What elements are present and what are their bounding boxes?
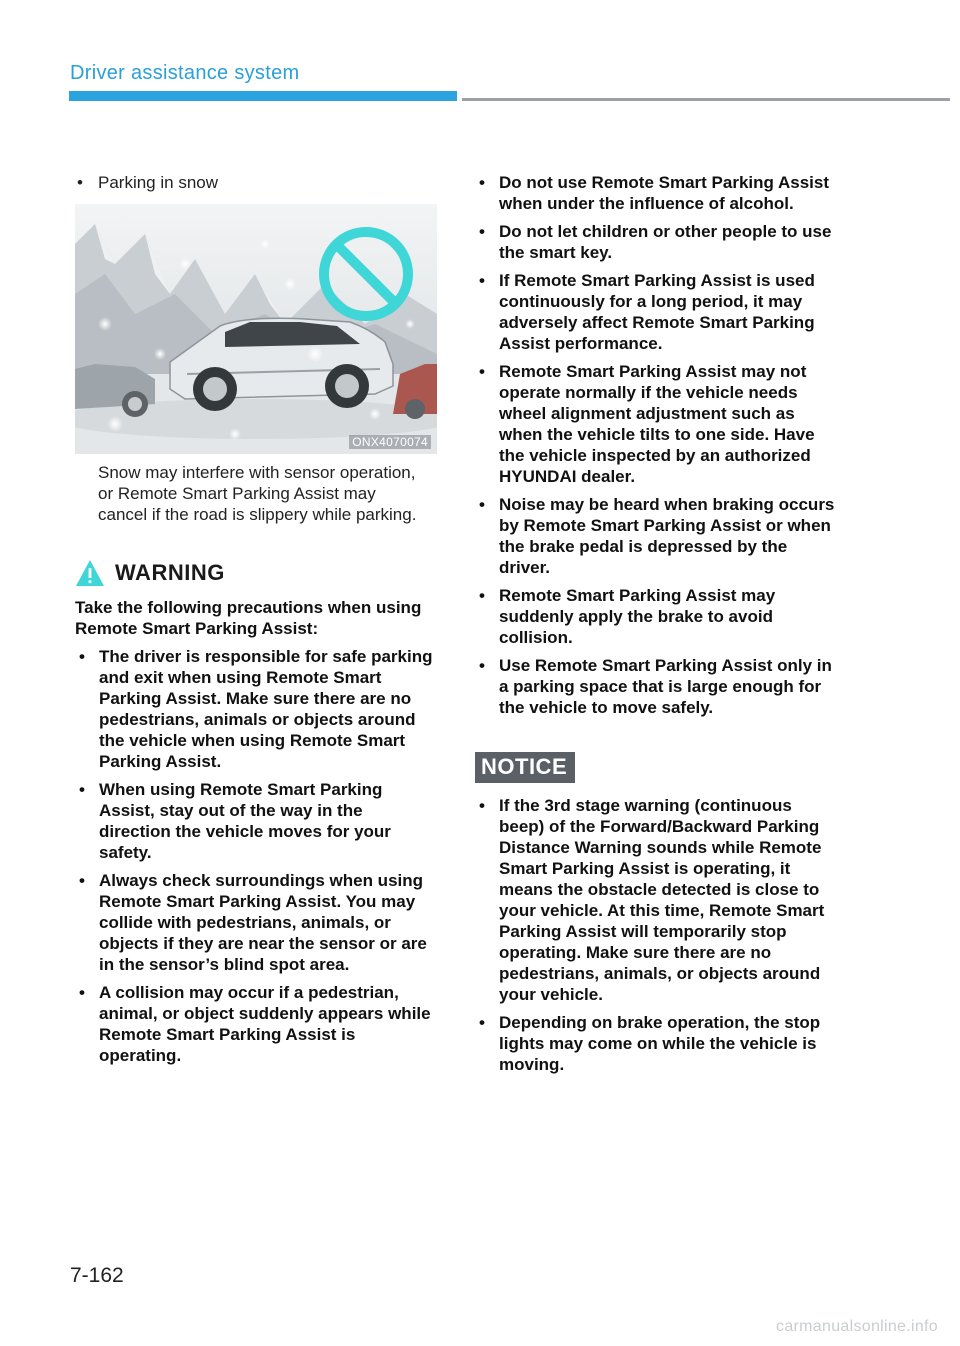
warning-list-left — [75, 646, 437, 1066]
notice-badge: NOTICE — [475, 752, 575, 783]
section-title: Driver assistance system — [70, 62, 300, 84]
snow-bullet: • Parking in snow — [75, 172, 437, 194]
snow-parking-illustration — [75, 204, 437, 454]
list-item: • The driver is responsible for safe parking and exit when using Remote Smart Parking Assist. Make sure there are no pedestrians, animals or objects around the vehicle when using Remote Smart Parking Assist. — [75, 646, 437, 772]
left-column — [75, 172, 437, 1066]
list-item: • Remote Smart Parking Assist may suddenly apply the brake to avoid collision. — [475, 585, 840, 648]
list-item: • Do not let children or other people to use the smart key. — [475, 221, 840, 263]
warning-title: WARNING — [115, 560, 225, 585]
list-item: • If the 3rd stage warning (continuous beep) of the Forward/Backward Parking Distance Warning sounds while Remote Smart Parking Assist is operating, it means the obstacle detected is close to your vehicle. At this time, Remote Smart Parking Assist will temporarily stop operating. Make sure there are no pedestrians, animals, or objects around your vehicle. — [475, 795, 840, 1005]
right-column — [475, 172, 840, 1075]
list-item: • Remote Smart Parking Assist may not operate normally if the vehicle needs wheel alignment adjustment such as when the vehicle tilts to one side. Have the vehicle inspected by an authorized HYUNDAI dealer. — [475, 361, 840, 487]
list-item: • Depending on brake operation, the stop lights may come on while the vehicle is moving. — [475, 1012, 840, 1075]
header-rule-accent — [69, 91, 457, 101]
page-number: 7-162 — [70, 1264, 124, 1287]
list-item: • A collision may occur if a pedestrian, animal, or object suddenly appears while Remote Smart Parking Assist is operating. — [75, 982, 437, 1066]
list-item: • Use Remote Smart Parking Assist only in a parking space that is large enough for the vehicle to move safely. — [475, 655, 840, 718]
watermark: carmanualsonline.info — [776, 1318, 938, 1335]
list-item: • If Remote Smart Parking Assist is used continuously for a long period, it may adversely affect Remote Smart Parking Assist performance. — [475, 270, 840, 354]
figure-caption: Snow may interfere with sensor operation, or Remote Smart Parking Assist may cancel if the road is slippery while parking. — [98, 463, 417, 524]
warning-triangle-icon — [75, 559, 105, 587]
warning-intro: Take the following precautions when using Remote Smart Parking Assist: — [75, 598, 422, 638]
warning-header — [75, 559, 437, 587]
header-rule — [462, 98, 950, 101]
list-item: • Always check surroundings when using Remote Smart Parking Assist. You may collide with pedestrians, animals, or objects if they are near the sensor or are in the sensor’s blind spot area. — [75, 870, 437, 975]
list-item: • Noise may be heard when braking occurs by Remote Smart Parking Assist or when the brake pedal is depressed by the driver. — [475, 494, 840, 578]
notice-list — [475, 795, 840, 1075]
list-item: • When using Remote Smart Parking Assist, stay out of the way in the direction the vehicle moves for your safety. — [75, 779, 437, 863]
warning-list-right — [475, 172, 840, 718]
figure-code: ONX4070074 — [349, 435, 431, 449]
list-item: • Do not use Remote Smart Parking Assist when under the influence of alcohol. — [475, 172, 840, 214]
snow-scene-image — [75, 204, 437, 454]
